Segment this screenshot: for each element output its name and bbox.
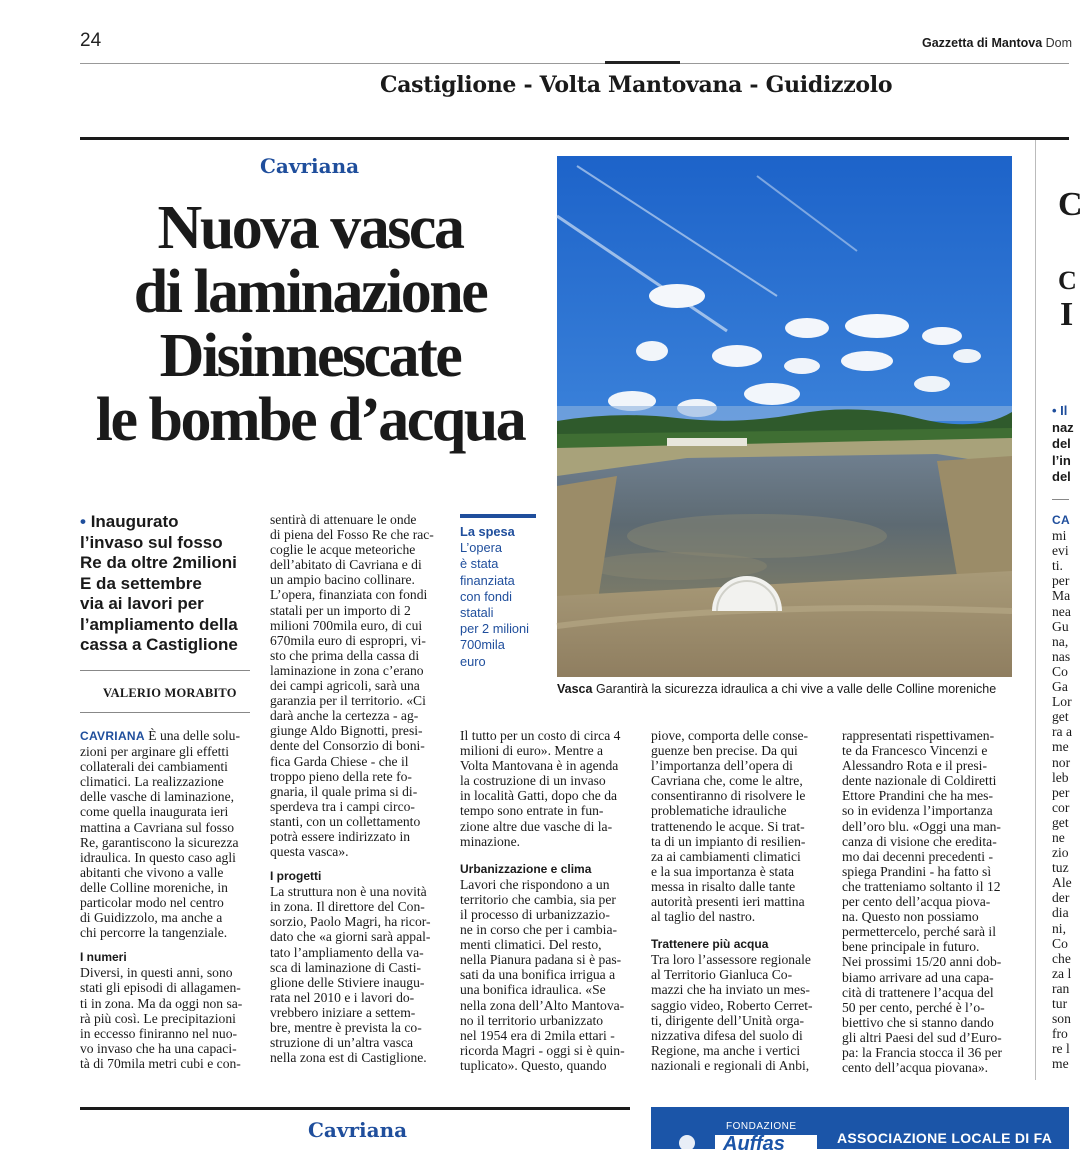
body-column-4 [651, 728, 821, 1073]
subheading-progetti: I progetti [270, 869, 322, 884]
headline-line: di laminazione [133, 258, 487, 326]
right-article-head-fragment: I [1060, 296, 1074, 333]
sidebar-line: finanziata [460, 572, 515, 588]
body-line: nella zona dell’Alto Mantova- [460, 997, 625, 1013]
body-line: autorità presenti ieri mattina [651, 894, 805, 910]
body-column-5 [842, 728, 1012, 1075]
body-line: giunge Aldo Bignotti, presi- [270, 723, 423, 739]
right-body-fragment: mi [1052, 528, 1067, 544]
body-line: sentirà di attenuare le onde [270, 512, 417, 527]
right-summary-rule [1052, 499, 1069, 500]
body-line: ta di un impianto di resilien- [651, 833, 806, 849]
body-line: tato l’ampliamento della va- [270, 944, 424, 960]
summary-line: via ai lavori per [80, 594, 204, 613]
body-line: gli altri Paesi del sud d’Euro- [842, 1029, 1002, 1045]
right-article-head-fragment: C [1058, 266, 1077, 295]
body-column-3 [460, 728, 630, 1073]
body-line: rappresentati rispettivamen- [842, 728, 995, 743]
header-rule-left [80, 63, 605, 64]
headline-line: Nuova vasca [157, 194, 463, 262]
right-body-fragment: per [1052, 784, 1070, 800]
right-body-fragment: Ga [1052, 679, 1068, 695]
body-line: nella zona est di Castiglione. [270, 1050, 427, 1066]
body-line: territorio che cambia, sia per [460, 891, 616, 907]
caption-text: Garantirà la sicurezza idraulica a chi vive a valle delle Colline moreniche [595, 682, 997, 696]
right-body-fragment: evi [1052, 543, 1069, 559]
body-line: dato che «a giorni sarà appal- [270, 929, 431, 945]
body-line: dente nazionale di Coldiretti [842, 773, 997, 789]
ad-brand: Auffas [723, 1133, 785, 1155]
body-line: in località Gatti, dopo che da [460, 788, 618, 804]
dateline: CAVRIANA [80, 729, 145, 743]
body-line: e la sua importanza è stata [651, 863, 795, 879]
body-line: struzione di un’altra vasca [270, 1035, 414, 1051]
right-body-fragment: Co [1052, 935, 1068, 951]
summary-rule [80, 670, 250, 671]
body-line: te da Francesco Vincenzi e [842, 743, 988, 759]
body-column-1 [80, 728, 250, 1071]
right-body-fragment: za l [1052, 965, 1072, 981]
body-line: statali per un importo di 2 [270, 602, 411, 618]
body-line: vo invaso che ha una capaci- [80, 1040, 237, 1056]
right-body-fragment: cor [1052, 799, 1070, 815]
body-line: gnaria, il quale prima si di- [270, 783, 418, 799]
body-line: abitanti che vivono a valle [80, 864, 224, 880]
summary-line: E da settembre [80, 573, 202, 593]
right-body-fragment: me [1052, 739, 1069, 755]
body-line: sto che prima della cassa di [270, 647, 420, 663]
body-line: di piena del Fosso Re che rac- [270, 527, 434, 543]
body-line: tuplicato». Questo, quando [460, 1057, 607, 1073]
body-line: bre, mentre è prevista la co- [270, 1020, 422, 1035]
body-line: dell’abitato di Cavriana e di [270, 557, 422, 573]
body-line: 50 per cento, perché è l’o- [842, 999, 985, 1015]
byline: VALERIO MORABITO [103, 686, 237, 700]
right-summary-fragment: del [1052, 436, 1071, 451]
body-line: problematiche idrauliche [651, 803, 787, 819]
bottom-kicker: Cavriana [308, 1118, 408, 1142]
body-line: rà più così. Le precipitazioni [80, 1010, 236, 1026]
right-body-fragment: get [1052, 709, 1069, 725]
body-line: tà di 70mila metri cubi e con- [80, 1055, 241, 1071]
sidebar-line: statali [460, 605, 494, 621]
body-line: Il tutto per un costo di circa 4 [460, 728, 621, 743]
body-line: Re, garantiscono la sicurezza [80, 834, 239, 850]
body-line: Tra loro l’assessore regionale [651, 952, 811, 968]
body-line: sati da una bonifica irrigua a [460, 967, 616, 983]
caption-label: Vasca [557, 682, 593, 696]
right-summary-fragment: l’in [1052, 452, 1071, 468]
body-line: ricorda Magri - oggi si è quin- [460, 1042, 625, 1058]
body-line: na. Questo non possiamo [842, 909, 979, 925]
right-summary-fragment: naz [1052, 419, 1074, 435]
body-line: saggio video, Roberto Cerret- [651, 997, 813, 1013]
body-line: Cavriana che, come le altre, [651, 773, 803, 789]
body-line: minazione. [460, 833, 521, 849]
body-line: mazzi che ha inviato un mes- [651, 982, 810, 998]
body-line: nel 1954 era di 2mila ettari - [460, 1027, 615, 1043]
body-line: dente del Consorzio di boni- [270, 738, 425, 754]
body-line: mo dai decenni precedenti - [842, 848, 993, 864]
body-line: sca di laminazione di Casti- [270, 959, 421, 975]
right-body-fragment: nas [1052, 648, 1071, 664]
body-line: laminazione in zona c’erano [270, 662, 424, 678]
body-line: Diversi, in questi anni, sono [80, 965, 233, 981]
body-line: bene principale in futuro. [842, 939, 980, 955]
body-line: per cento dell’acqua piova- [842, 894, 991, 910]
body-line: menti climatici. Del resto, [460, 937, 602, 953]
body-line: l’importanza dell’opera di [651, 758, 793, 774]
right-body-fragment: Co [1052, 663, 1068, 679]
body-line: garanzia per il territorio. «Ci [270, 693, 426, 709]
body-line: chi percorre la tangenziale. [80, 925, 228, 941]
body-line: sorzio, Paolo Magri, ha ricor- [270, 914, 431, 930]
body-line: potrà essere indirizzato in [270, 828, 411, 844]
summary-bullet: • [80, 512, 86, 531]
sidebar-line: per 2 milioni [460, 621, 529, 637]
page-number: 24 [80, 30, 102, 51]
body-line: mattina a Cavriana sul fosso [80, 819, 235, 835]
body-line: pa: la Francia stocca il 36 per [842, 1044, 1003, 1060]
right-summary-fragment: • Il [1052, 403, 1068, 418]
body-line: nazionali e regionali di Anbi, [651, 1057, 810, 1073]
right-body-fragment: re l [1052, 1041, 1070, 1057]
right-body-fragment: che [1052, 950, 1071, 966]
body-line: biamo arrivare ad una capa- [842, 969, 994, 985]
ad-foundation-label: FONDAZIONE [726, 1121, 797, 1132]
summary-line: Inaugurato [90, 512, 179, 531]
body-line: piove, comporta delle conse- [651, 728, 809, 743]
sidebar-rule [460, 514, 536, 518]
section-rule [80, 137, 1069, 140]
publication-date: Dom [1045, 36, 1073, 50]
right-body-fragment: get [1052, 814, 1069, 830]
body-line: darà anche la certezza - ag- [270, 708, 419, 724]
subheading-numeri: I numeri [80, 950, 127, 965]
summary-line: l’ampliamento della [80, 614, 238, 634]
body-line: ti, dirigente dell’Unità orga- [651, 1012, 805, 1028]
article-kicker: Cavriana [260, 154, 360, 178]
body-line: zione altre due vasche di la- [460, 818, 613, 834]
subheading-urbanizzazione: Urbanizzazione e clima [460, 861, 592, 876]
sidebar-title: La spesa [460, 524, 515, 539]
body-line: È una delle solu- [148, 728, 240, 743]
summary-line: Re da oltre 2milioni [80, 553, 237, 572]
right-body-fragment: son [1052, 1011, 1071, 1027]
body-line: rata nel 2010 e i lavori do- [270, 989, 415, 1005]
subheading-trattenere: Trattenere più acqua [651, 937, 769, 952]
right-body-fragment: zio [1052, 845, 1069, 861]
section-title: Castiglione - Volta Mantovana - Guidizzolo [380, 72, 893, 98]
article-summary [80, 512, 255, 656]
body-line: di Guidizzolo, ma anche a [80, 910, 223, 926]
right-body-fragment: ti. [1052, 558, 1063, 574]
body-line: delle Colline moreniche, in [80, 879, 228, 895]
right-body-fragment: Ale [1052, 875, 1072, 891]
body-line: la costruzione di un invaso [460, 773, 606, 789]
right-body-fragment: me [1052, 1056, 1069, 1072]
body-line: sperdeva tra i campi circo- [270, 798, 415, 814]
byline-rule [80, 712, 250, 713]
body-line: permettercelo, perché sarà il [842, 924, 996, 940]
body-line: milioni di euro». Mentre a [460, 743, 604, 759]
right-body-fragment: nea [1052, 603, 1071, 619]
body-line: dei campi agricoli, sarà una [270, 678, 420, 694]
body-line: stanti, con un collettamento [270, 813, 421, 829]
header-rule-right [680, 63, 1069, 64]
headline-line: le bombe d’acqua [95, 386, 525, 454]
right-body-fragment: na, [1052, 633, 1069, 649]
body-line: glione delle Stiviere inaugu- [270, 974, 425, 990]
publication-name: Gazzetta di Mantova [922, 36, 1043, 50]
body-line: climatici. La realizzazione [80, 774, 224, 790]
body-line: una bonifica idraulica. «Se [460, 982, 606, 998]
body-line: 670mila euro di espropri, vi- [270, 632, 426, 648]
body-line: ne in corso che per i cambia- [460, 922, 618, 938]
sidebar-line: è stata [460, 556, 499, 572]
right-body-fragment: der [1052, 890, 1070, 906]
body-line: cità di trattenere l’acqua del [842, 984, 994, 1000]
summary-line: cassa a Castiglione [80, 635, 238, 654]
sidebar-line: euro [460, 653, 486, 669]
body-line: come quella inaugurata ieri [80, 804, 229, 820]
advertisement-banner [651, 1107, 1069, 1155]
right-body-fragment: Ma [1052, 588, 1071, 604]
body-line: spiega Prandini - ha fatto sì [842, 863, 992, 879]
body-line: idraulica. In questo caso agli [80, 849, 236, 865]
body-line: un ampio bacino collinare. [270, 572, 415, 588]
ad-title: ASSOCIAZIONE LOCALE DI FA [837, 1130, 1053, 1146]
body-line: canza di visione che eredita- [842, 833, 997, 849]
right-body-fragment: tuz [1052, 860, 1069, 876]
body-line: particolar modo nel centro [80, 895, 224, 911]
body-line: Lavori che rispondono a un [460, 876, 610, 892]
right-article-head-fragment: C [1058, 186, 1083, 223]
body-line: stati gli episodi di allagamen- [80, 980, 241, 996]
right-summary-fragment: del [1052, 469, 1071, 484]
body-line: no il territorio urbanizzato [460, 1012, 604, 1028]
right-body-fragment: leb [1052, 769, 1069, 785]
body-line: guenze ben precise. Da qui [651, 743, 798, 759]
right-body-fragment: per [1052, 573, 1070, 589]
publication-header [922, 36, 1072, 50]
body-line: L’opera, finanziata con fondi [270, 587, 428, 603]
right-dateline: CA [1052, 513, 1070, 527]
right-body-fragment: fro [1052, 1026, 1068, 1042]
body-line: so in evidenza l’importanza [842, 803, 993, 819]
body-line: al Territorio Gianluca Co- [651, 967, 793, 983]
body-line: collaterali dei cambiamenti [80, 759, 228, 775]
right-body-fragment: nor [1052, 754, 1071, 770]
article-photo [557, 156, 1012, 677]
body-line: dell’oro blu. «Oggi una man- [842, 818, 1001, 834]
body-line: milioni 700mila euro, di cui [270, 617, 423, 633]
body-line: Alessandro Rota e il presi- [842, 758, 987, 774]
right-body-fragment: ra a [1052, 724, 1072, 740]
article-headline [80, 196, 540, 452]
bottom-rule [80, 1107, 630, 1110]
ad-logo-icon [679, 1135, 695, 1151]
right-body-fragment: ran [1052, 980, 1070, 996]
summary-line: l’invaso sul fosso [80, 532, 223, 552]
body-line: Volta Mantovana è in agenda [460, 758, 619, 774]
headline-line: Disinnescate [159, 322, 461, 390]
body-line: ti in zona. Ma da oggi non sa- [80, 995, 243, 1011]
right-article-summary [1052, 403, 1072, 486]
body-line: Nei prossimi 15/20 anni dob- [842, 954, 1002, 970]
body-line: cento dell’acqua piovana». [842, 1060, 989, 1076]
body-line: messa in risalto dalle tante [651, 878, 796, 894]
body-line: La struttura non è una novità [270, 884, 427, 900]
body-line: in zona. Il direttore del Con- [270, 899, 425, 915]
body-line: Regione, ma anche i vertici [651, 1042, 801, 1058]
body-line: za ai cambiamenti climatici [651, 848, 801, 864]
header-rule-center [605, 61, 680, 64]
body-line: biettivo che si stanno dando [842, 1014, 994, 1030]
body-line: fica Garda Chiese - che il [270, 753, 409, 769]
body-line: al taglio del nastro. [651, 909, 756, 925]
sidebar-box [460, 524, 540, 670]
body-line: il processo di urbanizzazio- [460, 906, 610, 922]
body-line: vrebbero iniziare a settem- [270, 1004, 416, 1020]
body-line: consentiranno di risolvere le [651, 788, 806, 804]
right-body-fragment: ni, [1052, 920, 1066, 936]
column-divider [1035, 140, 1036, 1080]
body-line: nizzativa difesa del suolo di [651, 1027, 803, 1043]
body-line: Ettore Prandini che ha mes- [842, 788, 993, 804]
right-body-fragment: dia [1052, 905, 1069, 921]
body-line: questa vasca». [270, 844, 349, 860]
sidebar-line: con fondi [460, 588, 512, 604]
body-line: zioni per arginare gli effetti [80, 744, 229, 760]
body-line: trattenendo le acque. Si trat- [651, 818, 805, 834]
body-line: che tratteniamo soltanto il 12 [842, 878, 1001, 894]
photo-caption [557, 682, 1017, 697]
body-line: in eccesso finiranno nel nuo- [80, 1025, 238, 1041]
body-line: nella Pianura padana si è pas- [460, 952, 622, 968]
body-line: tempo sono entrate in fun- [460, 803, 604, 819]
right-article-body [1052, 513, 1072, 1071]
right-body-fragment: ne [1052, 829, 1065, 845]
right-body-fragment: tur [1052, 996, 1068, 1011]
body-column-2 [270, 512, 440, 1065]
sidebar-line: 700mila [460, 637, 505, 653]
body-line: delle vasche di laminazione, [80, 789, 234, 805]
right-body-fragment: Gu [1052, 618, 1069, 634]
body-line: coglie le acque meteoriche [270, 542, 416, 558]
sidebar-line: L’opera [460, 540, 502, 556]
body-line: troppo pieno della rete fo- [270, 768, 412, 784]
right-body-fragment: Lor [1052, 694, 1072, 710]
reservoir-photo-illustration [557, 156, 1012, 677]
